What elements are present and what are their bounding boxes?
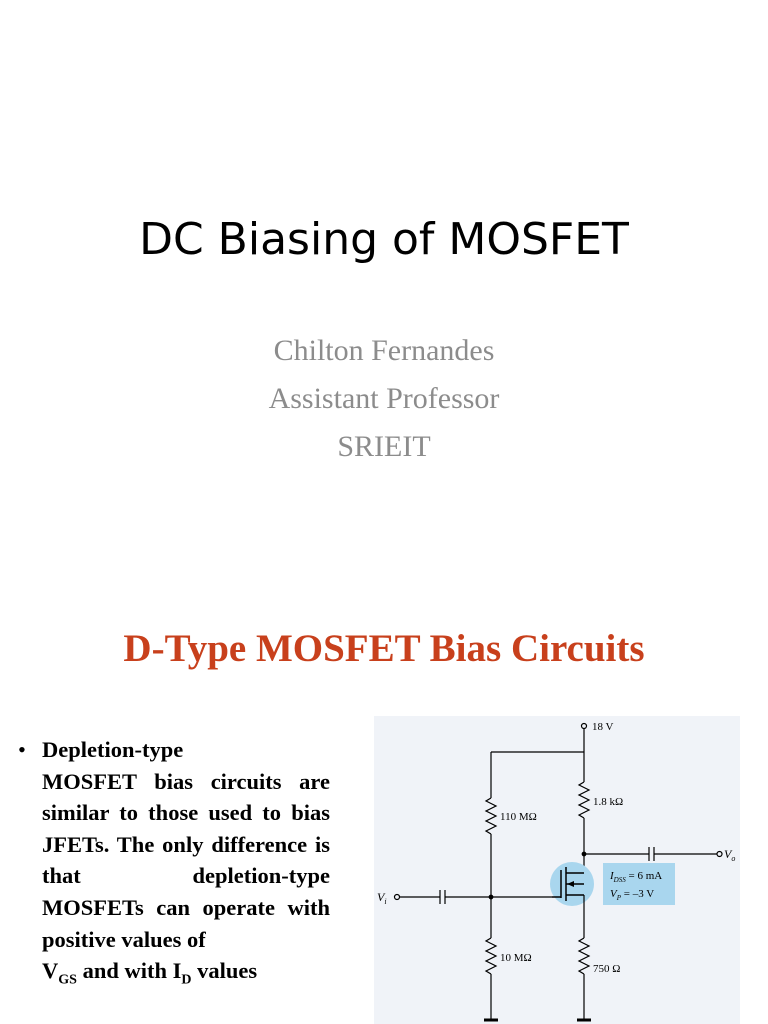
vin-terminal xyxy=(395,895,400,900)
author-position: Assistant Professor xyxy=(268,382,500,415)
idss-label: $I_{DSS} = 6$ mA xyxy=(610,870,663,884)
r-gate-top-label: 110 MΩ xyxy=(500,811,537,823)
supply-terminal xyxy=(582,724,587,729)
bullet-point xyxy=(18,734,330,996)
r-gate-bottom-label: 10 MΩ xyxy=(500,952,532,964)
r-gate-top-icon xyxy=(486,798,496,834)
vin-label: $V_i$ xyxy=(377,890,387,906)
vp-label: $V_P = -3$ V xyxy=(610,888,655,902)
institute-name: SRIEIT xyxy=(337,430,431,463)
r-drain-icon xyxy=(579,782,589,818)
vout-terminal xyxy=(717,852,722,857)
bullet-last-line: $V_{GS}$ and with $I_D$ values xyxy=(42,958,258,988)
r-gate-bottom-icon xyxy=(486,938,496,974)
circuit-diagram xyxy=(374,716,740,1024)
r-drain-label: 1.8 kΩ xyxy=(593,796,624,808)
bullet-text: MOSFET bias circuits are similar to those used to bias JFETs. The only difference is that depletion-type MOSFETs can operate with positive values of xyxy=(42,768,330,952)
slide-title: DC Biasing of MOSFET xyxy=(139,214,629,265)
r-source-icon xyxy=(579,938,589,974)
bullet-icon: • xyxy=(18,737,26,762)
bullet-first-line: Depletion-type xyxy=(42,737,184,762)
content-slide xyxy=(0,576,768,1024)
vout-label: $V_o$ xyxy=(724,847,736,863)
author-name: Chilton Fernandes xyxy=(273,334,495,367)
mosfet-bias-circuit-figure xyxy=(374,716,740,1024)
supply-label: 18 V xyxy=(592,721,614,733)
slide-heading: D-Type MOSFET Bias Circuits xyxy=(123,627,645,670)
r-source-label: 750 Ω xyxy=(593,963,621,975)
